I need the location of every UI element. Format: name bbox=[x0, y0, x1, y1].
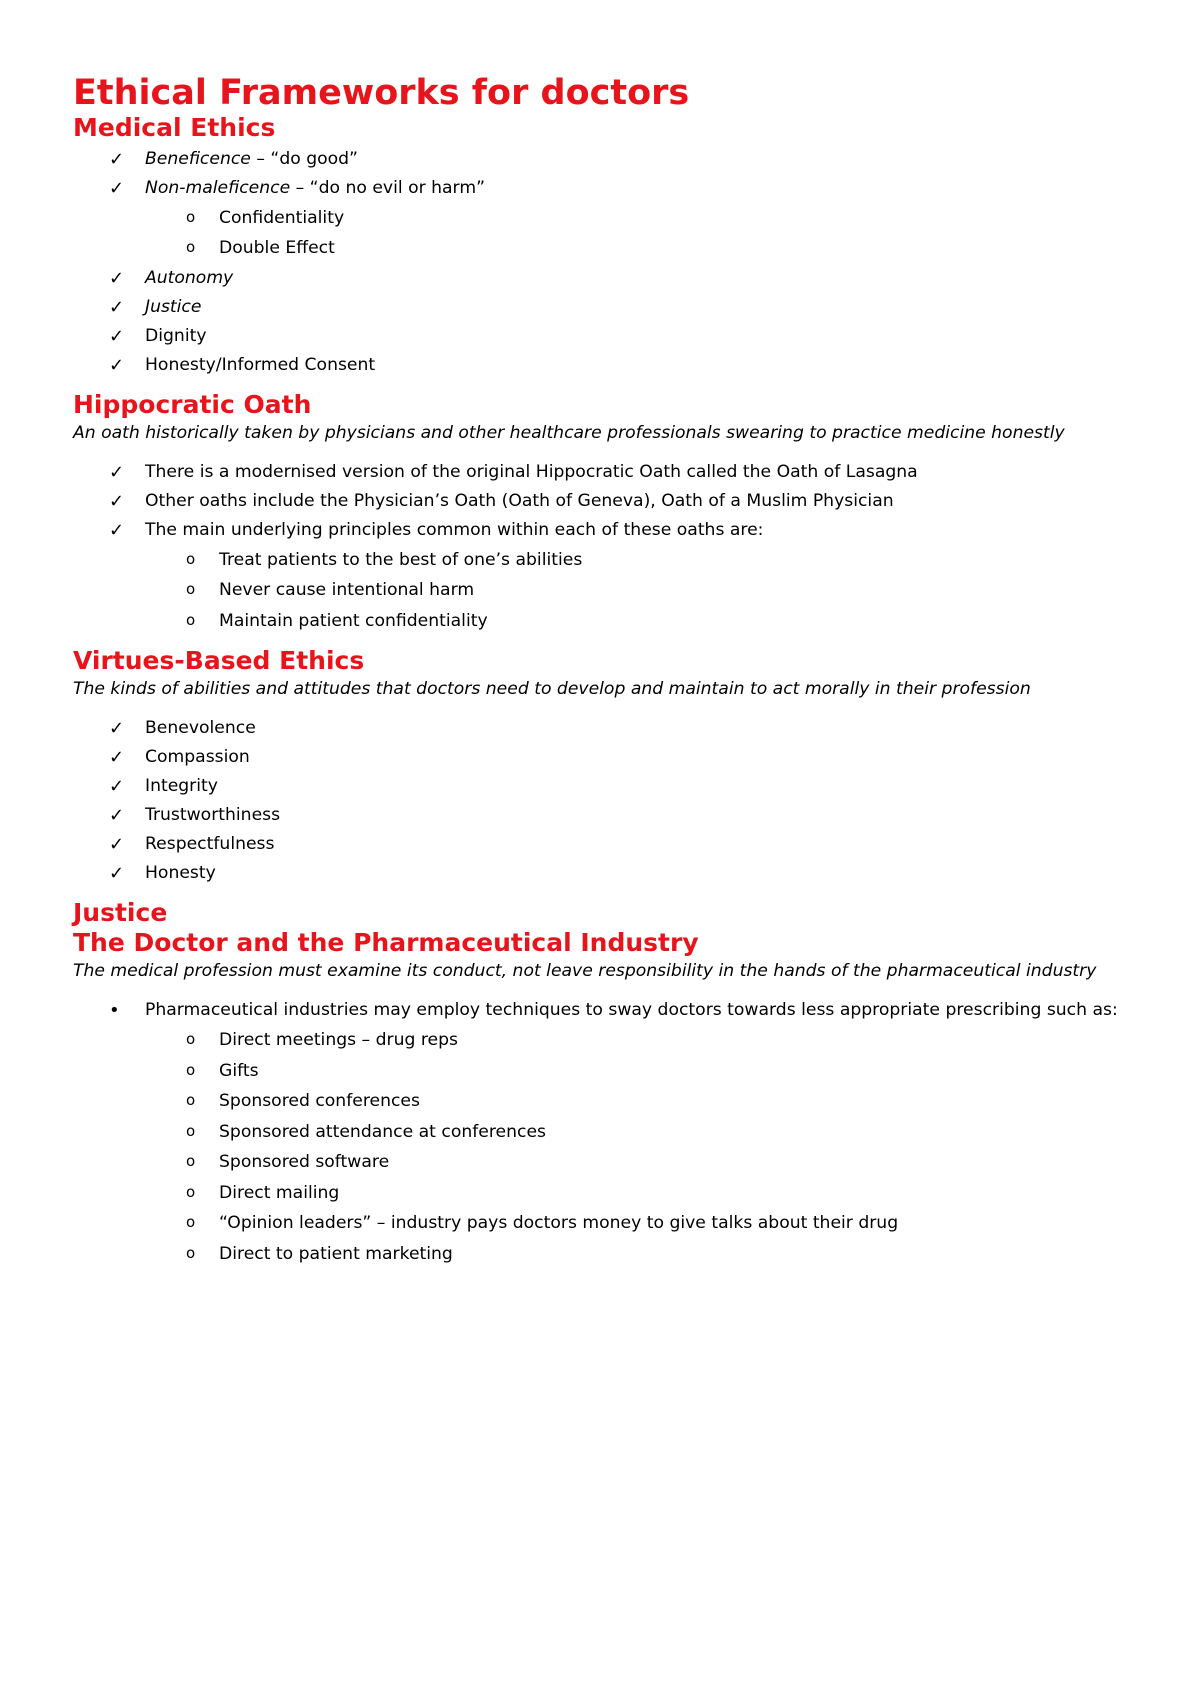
justice-heading: Justice bbox=[73, 898, 168, 927]
circle-bullet-icon: o bbox=[186, 1030, 196, 1048]
virtues-intro: The kinds of abilities and attitudes that doctors need to develop and maintain to act morally in their profession bbox=[73, 679, 1031, 699]
list-item: o Sponsored attendance at conferences bbox=[73, 1117, 1133, 1148]
circle-bullet-icon: o bbox=[186, 1152, 196, 1170]
list-item: o “Opinion leaders” – industry pays doctors money to give talks about their drug bbox=[73, 1208, 1133, 1239]
circle-bullet-icon: o bbox=[186, 549, 196, 568]
pharma-list bbox=[73, 996, 1133, 1025]
list-item: o Confidentiality bbox=[73, 203, 1133, 234]
check-icon: ✓ bbox=[109, 834, 125, 855]
circle-bullet-icon: o bbox=[186, 238, 196, 256]
circle-bullet-icon: o bbox=[186, 207, 196, 226]
circle-bullet-icon: o bbox=[186, 1060, 196, 1079]
check-icon: ✓ bbox=[109, 267, 125, 289]
list-item: ✓ Other oaths include the Physician’s Oath (Oath of Geneva), Oath of a Muslim Physician bbox=[73, 487, 1133, 516]
list-item: o Never cause intentional harm bbox=[73, 575, 1133, 606]
check-icon: ✓ bbox=[109, 148, 125, 170]
check-icon: ✓ bbox=[109, 490, 125, 512]
circle-bullet-icon: o bbox=[186, 1213, 196, 1231]
list-item: o Direct meetings – drug reps bbox=[73, 1025, 1133, 1056]
check-icon: ✓ bbox=[109, 296, 125, 318]
list-item: o Treat patients to the best of one’s abilities bbox=[73, 545, 1133, 576]
list-item: ✓ The main underlying principles common within each of these oaths are: bbox=[73, 516, 1133, 545]
list-item: o Gifts bbox=[73, 1056, 1133, 1087]
list-item: o Sponsored conferences bbox=[73, 1086, 1133, 1117]
virtues-ethics-heading: Virtues-Based Ethics bbox=[73, 646, 365, 675]
list-item: o Sponsored software bbox=[73, 1147, 1133, 1178]
list-item: o Direct mailing bbox=[73, 1178, 1133, 1209]
check-icon: ✓ bbox=[109, 177, 125, 199]
hippocratic-list bbox=[73, 458, 1133, 545]
pharma-intro: The medical profession must examine its conduct, not leave responsibility in the hands of the pharmaceutical industry bbox=[73, 961, 1097, 981]
circle-bullet-icon: o bbox=[186, 610, 196, 629]
circle-bullet-icon: o bbox=[186, 1091, 196, 1109]
check-icon: ✓ bbox=[109, 805, 125, 826]
circle-bullet-icon: o bbox=[186, 1121, 196, 1140]
check-icon: ✓ bbox=[109, 519, 125, 541]
list-item: ✓ Non-maleficence – “do no evil or harm” bbox=[73, 174, 1133, 203]
list-item: ✓ Beneficence – “do good” bbox=[73, 145, 1133, 174]
medical-ethics-list-more bbox=[73, 264, 1133, 380]
page-title: Ethical Frameworks for doctors bbox=[73, 73, 690, 113]
virtues-list bbox=[73, 714, 1133, 888]
check-icon: ✓ bbox=[109, 863, 125, 884]
circle-bullet-icon: o bbox=[186, 1182, 196, 1201]
hippocratic-intro: An oath historically taken by physicians and other healthcare professionals swearing to practice medicine honestly bbox=[73, 422, 1065, 443]
list-item: o Direct to patient marketing bbox=[73, 1239, 1133, 1270]
hippocratic-sublist bbox=[73, 545, 1133, 637]
list-item: ✓ Benevolence bbox=[73, 714, 1133, 743]
list-item: ✓ There is a modernised version of the original Hippocratic Oath called the Oath of Lasagna bbox=[73, 458, 1133, 487]
list-item: ✓ Honesty/Informed Consent bbox=[73, 351, 1133, 380]
document-page bbox=[73, 74, 1133, 1269]
list-item: ✓ Compassion bbox=[73, 743, 1133, 772]
list-item: ✓ Honesty bbox=[73, 859, 1133, 888]
check-icon: ✓ bbox=[109, 718, 125, 739]
medical-ethics-sublist bbox=[73, 203, 1133, 264]
check-icon: ✓ bbox=[109, 461, 125, 483]
list-item: ✓ Justice bbox=[73, 293, 1133, 322]
hippocratic-oath-heading: Hippocratic Oath bbox=[73, 389, 312, 419]
list-item: o Double Effect bbox=[73, 233, 1133, 264]
pharma-sublist bbox=[73, 1025, 1133, 1269]
pharma-heading: The Doctor and the Pharmaceutical Industry bbox=[73, 928, 699, 957]
circle-bullet-icon: o bbox=[186, 580, 196, 598]
check-icon: ✓ bbox=[109, 776, 125, 797]
check-icon: ✓ bbox=[109, 747, 125, 768]
list-item: • Pharmaceutical industries may employ techniques to sway doctors towards less appropriate prescribing such as: bbox=[73, 996, 1133, 1025]
medical-ethics-list bbox=[73, 145, 1133, 203]
list-item: ✓ Trustworthiness bbox=[73, 801, 1133, 830]
list-item: o Maintain patient confidentiality bbox=[73, 606, 1133, 637]
list-item: ✓ Integrity bbox=[73, 772, 1133, 801]
list-item: ✓ Respectfulness bbox=[73, 830, 1133, 859]
check-icon: ✓ bbox=[109, 325, 125, 347]
bullet-icon: • bbox=[109, 1000, 120, 1021]
check-icon: ✓ bbox=[109, 354, 125, 376]
list-item: ✓ Dignity bbox=[73, 322, 1133, 351]
circle-bullet-icon: o bbox=[186, 1243, 196, 1262]
list-item: ✓ Autonomy bbox=[73, 264, 1133, 293]
medical-ethics-heading: Medical Ethics bbox=[73, 112, 276, 142]
